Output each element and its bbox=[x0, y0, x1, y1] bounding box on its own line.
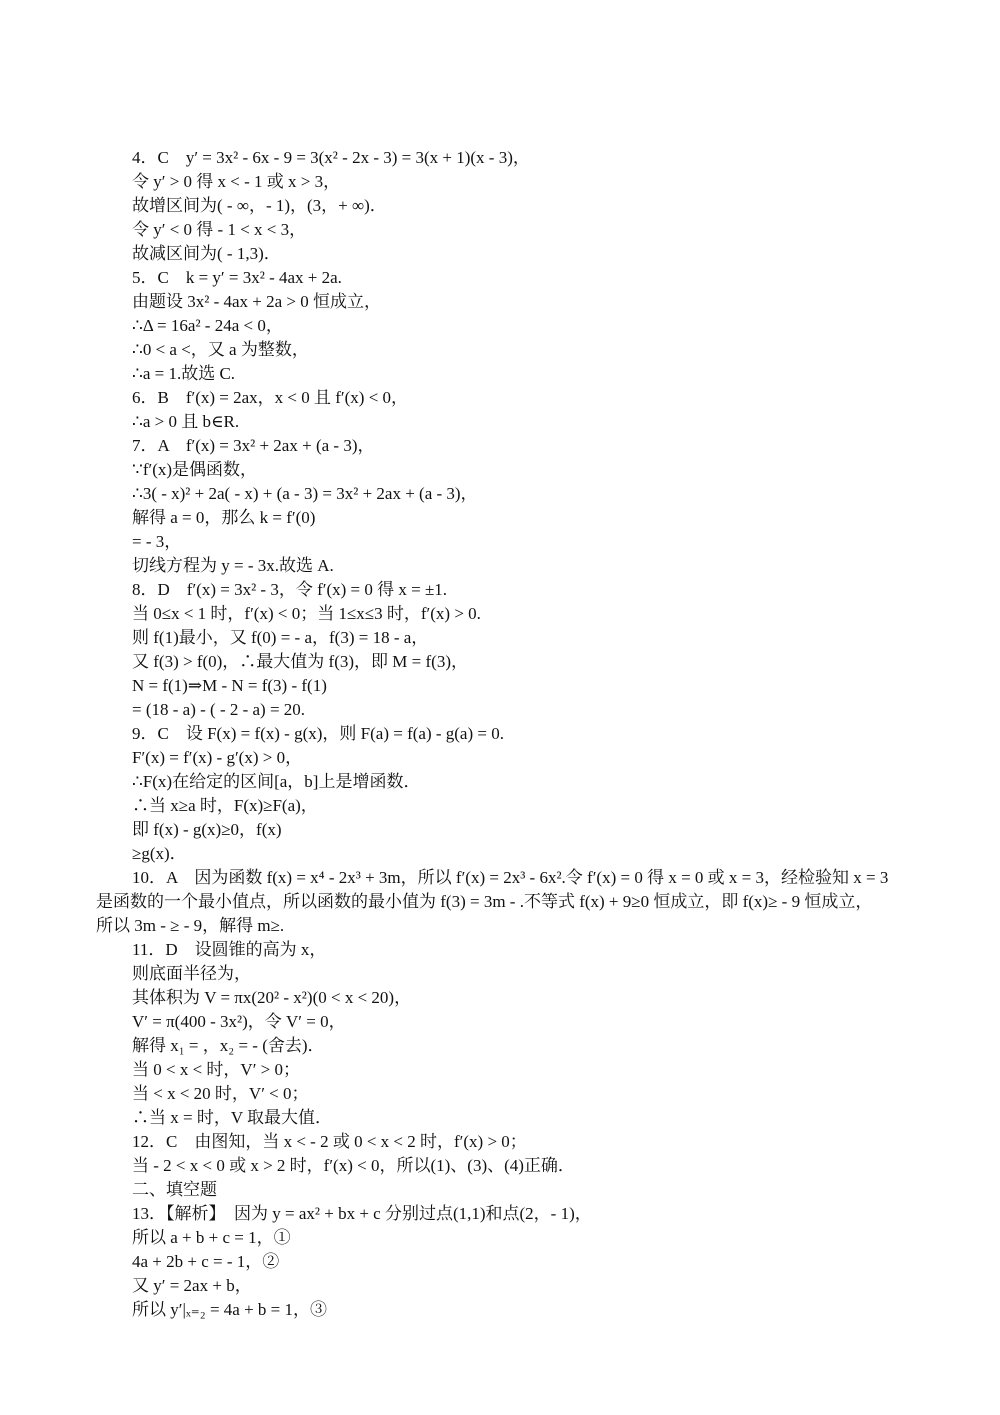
text-line: = (18 - a) - ( - 2 - a) = 20. bbox=[132, 700, 306, 719]
text-line: 8．D f′(x) = 3x² - 3，令 f′(x) = 0 得 x = ±1. bbox=[132, 580, 448, 599]
text-line: 7．A f′(x) = 3x² + 2ax + (a - 3)， bbox=[132, 436, 375, 455]
text-line: 解得 x₁ = ，x₂ = - (舍去)． bbox=[132, 1036, 325, 1055]
text-line: 由题设 3x² - 4ax + 2a > 0 恒成立， bbox=[132, 292, 382, 311]
text-line: ∴F(x)在给定的区间[a，b]上是增函数． bbox=[132, 772, 421, 791]
text-line: ∴当 x = 时，V 取最大值． bbox=[132, 1108, 333, 1127]
section-heading: 二、填空题 bbox=[132, 1180, 217, 1199]
text-line: ∴当 x≥a 时，F(x)≥F(a)， bbox=[132, 796, 318, 815]
text-line: 则 f(1)最小，又 f(0) = - a，f(3) = 18 - a， bbox=[132, 628, 429, 647]
text-line: 故减区间为( - 1,3)． bbox=[132, 244, 281, 263]
text-line: 又 f(3) > f(0)，∴最大值为 f(3)，即 M = f(3)， bbox=[132, 652, 468, 671]
text-line: 切线方程为 y = - 3x.故选 A. bbox=[132, 556, 334, 575]
text-line: ∴3( - x)² + 2a( - x) + (a - 3) = 3x² + 2ax + (a - 3)， bbox=[132, 484, 478, 503]
text-line: 4．C y′ = 3x² - 6x - 9 = 3(x² - 2x - 3) = 3(x + 1)(x - 3)， bbox=[132, 148, 530, 167]
text-line: 当 < x < 20 时，V′ < 0； bbox=[132, 1084, 309, 1103]
text-line: 令 y′ < 0 得 - 1 < x < 3， bbox=[132, 220, 307, 239]
text-line: ∴Δ = 16a² - 24a < 0， bbox=[132, 316, 283, 335]
text-line: ∴a > 0 且 b∈R. bbox=[132, 412, 240, 431]
text-line: 是函数的一个最小值点，所以函数的最小值为 f(3) = 3m - .不等式 f(x) + 9≥0 恒成立，即 f(x)≥ - 9 恒成立， bbox=[96, 892, 873, 911]
text-line: 解得 a = 0，那么 k = f′(0) bbox=[132, 508, 316, 527]
text-line: 所以 a + b + c = 1，① bbox=[132, 1228, 291, 1247]
text-line: 10．A 因为函数 f(x) = x⁴ - 2x³ + 3m，所以 f′(x) = 2x³ - 6x².令 f′(x) = 0 得 x = 0 或 x = 3，经检验知 x = 3 bbox=[132, 868, 889, 887]
text-line: 令 y′ > 0 得 x < - 1 或 x > 3， bbox=[132, 172, 341, 191]
text-line: 又 y′ = 2ax + b， bbox=[132, 1276, 252, 1295]
text-line: 当 0≤x < 1 时，f′(x) < 0；当 1≤x≤3 时，f′(x) > 0. bbox=[132, 604, 481, 623]
text-line: 当 - 2 < x < 0 或 x > 2 时，f′(x) < 0，所以(1)、(3)、(4)正确． bbox=[132, 1156, 575, 1175]
text-line: 9．C 设 F(x) = f(x) - g(x)，则 F(a) = f(a) - g(a) = 0. bbox=[132, 724, 504, 743]
text-line: ≥g(x)． bbox=[132, 844, 187, 863]
text-line: 其体积为 V = πx(20² - x²)(0 < x < 20)， bbox=[132, 988, 412, 1007]
text-line: 所以 y′|ₓ₌₂ = 4a + b = 1，③ bbox=[132, 1300, 328, 1319]
text-line: 则底面半径为， bbox=[132, 964, 251, 983]
text-line: 6．B f′(x) = 2ax，x < 0 且 f′(x) < 0， bbox=[132, 388, 409, 407]
text-line: ∴0 < a <，又 a 为整数， bbox=[132, 340, 309, 359]
text-line: ∴a = 1.故选 C. bbox=[132, 364, 236, 383]
text-line: 当 0 < x < 时，V′ > 0； bbox=[132, 1060, 301, 1079]
text-line: V′ = π(400 - 3x²)，令 V′ = 0， bbox=[132, 1012, 346, 1031]
text-line: 11．D 设圆锥的高为 x， bbox=[132, 940, 327, 959]
text-line: 4a + 2b + c = - 1，② bbox=[132, 1252, 280, 1271]
text-line: N = f(1)⇒M - N = f(3) - f(1) bbox=[132, 676, 327, 695]
text-line: F′(x) = f′(x) - g′(x) > 0， bbox=[132, 748, 303, 767]
text-line: 5．C k = y′ = 3x² - 4ax + 2a. bbox=[132, 268, 342, 287]
text-line: 即 f(x) - g(x)≥0，f(x) bbox=[132, 820, 282, 839]
text-line: = - 3， bbox=[132, 532, 182, 551]
text-line: 13．【解析】 因为 y = ax² + bx + c 分别过点(1,1)和点(2，- 1)， bbox=[132, 1204, 592, 1223]
text-line: 故增区间为( - ∞，- 1)，(3，+ ∞)． bbox=[132, 196, 387, 215]
text-line: ∵f′(x)是偶函数， bbox=[132, 460, 258, 479]
text-line: 所以 3m - ≥ - 9，解得 m≥. bbox=[96, 916, 285, 935]
text-line: 12．C 由图知，当 x < - 2 或 0 < x < 2 时，f′(x) > 0； bbox=[132, 1132, 527, 1151]
